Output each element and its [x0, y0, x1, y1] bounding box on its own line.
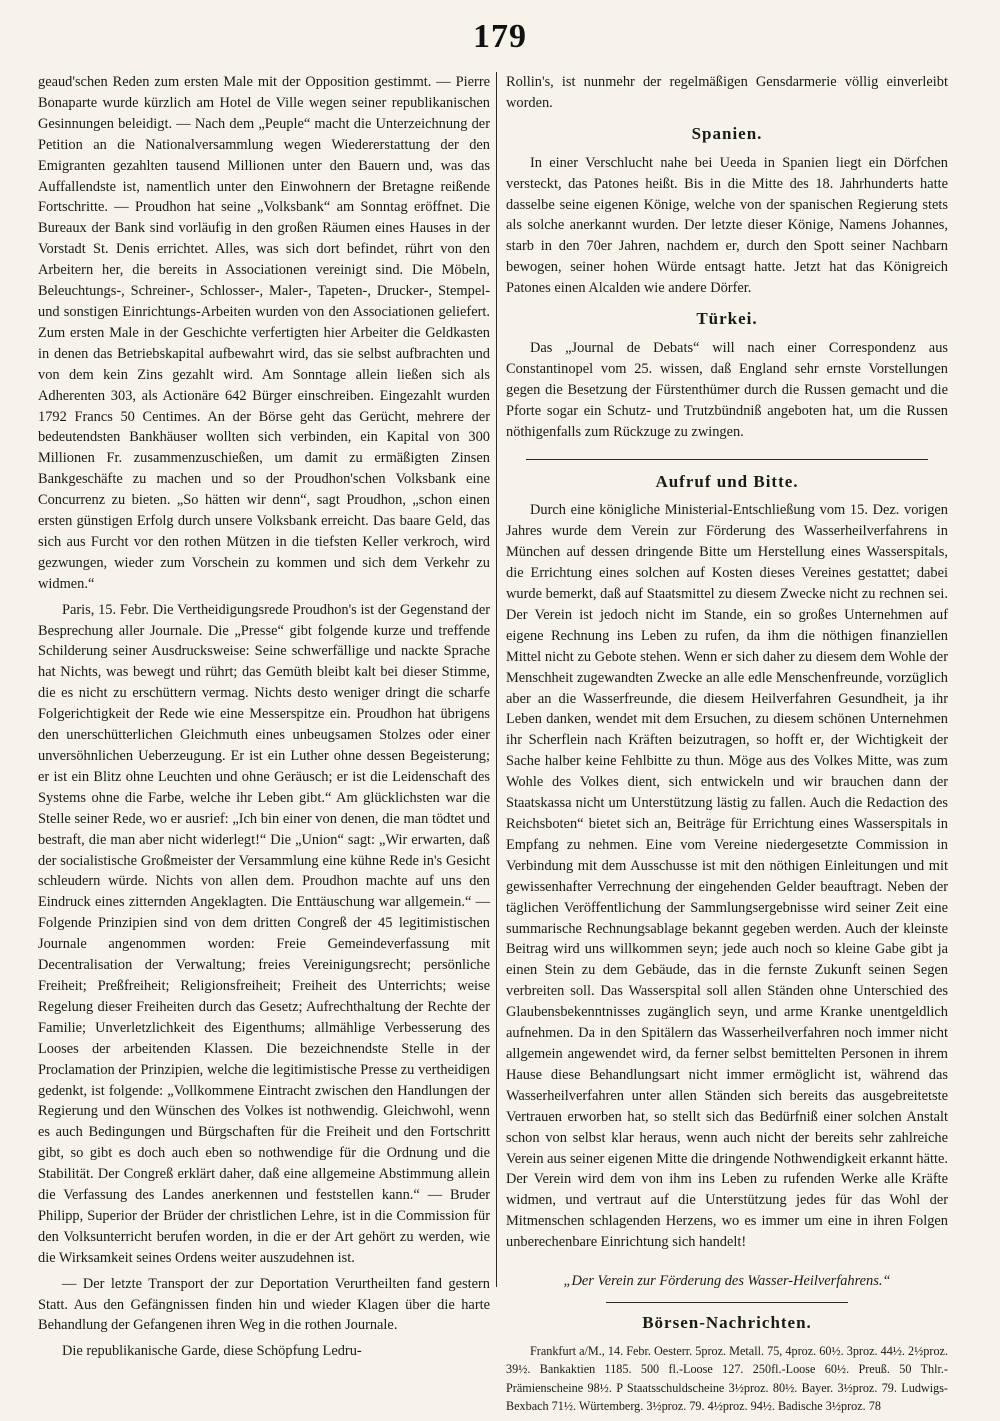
signature: „Der Verein zur Förderung des Wasser-Heilverfahrens.“: [563, 1273, 891, 1290]
column-divider: [496, 72, 497, 1287]
article-paragraph: Rollin's, ist nunmehr der regelmäßigen Gensdarmerie völlig einverleibt worden.: [506, 74, 948, 111]
left-column: [38, 72, 490, 1367]
article-paragraph: Das „Journal de Debats“ will nach einer Correspondenz aus Constantinopel vom 25. wissen, daß England sehr ernste Vorstellungen gegen die Besetzung der Fürstenthümer durch die Russen gemacht und die Pforte sogar ein Schutz- und Trutzbündniß angeboten hat, um die Russen nöthigenfalls zum Rückzuge zu zwingen.: [506, 339, 948, 440]
page-number: 179: [473, 18, 527, 55]
right-column: [506, 72, 948, 1421]
section-heading-boersen: Börsen-Nachrichten.: [642, 1312, 812, 1332]
section-heading-aufruf: Aufruf und Bitte.: [655, 471, 799, 491]
market-report: Frankfurt a/M., 14. Febr. Oesterr. 5proz. Metall. 75, 4proz. 60½. 3proz. 44½. 2½proz. 39½. Bankaktien 1185. 500 fl.-Loose 127. 250fl.-Loose 60½. Preuß. 50 Thlr.-Prämienscheine 98½. P Staatsschuldscheine 3½proz. 80½. Bayer. 3½proz. 79. Ludwigs-Bexbach 71½. Würtemberg. 3½proz. 79. 4½proz. 94½. Badische 3½proz. 78: [506, 1343, 948, 1414]
article-paragraph: In einer Verschlucht nahe bei Ueeda in Spanien liegt ein Dörfchen versteckt, das Patones heißt. Bis in die Mitte des 18. Jahrhunderts hatte dasselbe seine eigenen Könige, welche von der spanischen Regierung stets als solche anerkannt wurden. Der letzte dieser Könige, Namens Johannes, starb in den 70er Jahren, nachdem er, durch den Spott seiner Nachbarn bewogen, seiner hohen Würde entsagt hatte. Jetzt hat das Königreich Patones einen Alcalden wie andere Dörfer.: [506, 154, 948, 297]
article-paragraph: — Der letzte Transport der zur Deportation Verurtheilten fand gestern Statt. Aus den Gefängnissen finden hin und wieder Klagen über die harte Behandlung der Gefangenen ihren Weg in die rothen Journale.: [38, 1275, 490, 1334]
section-heading-tuerkei: Türkei.: [696, 309, 758, 329]
article-paragraph: Durch eine königliche Ministerial-Entschließung vom 15. Dez. vorigen Jahres wurde dem Verein zur Förderung des Wasserheilverfahrens in München auf dessen dringende Bitte um Herstellung eines Wasserspitals, die Errichtung eines solchen auf Kosten dieses Vereines gestattet; dabei wurde bemerkt, daß auf Staatsmittel zu diesem Zwecke nicht zu rechnen sei. Der Verein ist jedoch nicht im Stande, ein so großes Unternehmen auf eigene Rechnung ins Leben zu rufen, da ihm die nöthigen finanziellen Mittel nicht zu Gebote stehen. Wenn er sich daher zu diesem dem Wohle der Menschheit zugewandten Zwecke an alle edle Menschenfreunde, vorzüglich aber an die Wasserfreunde, die diesem Heilverfahren Gesundheit, ja ihr Leben danken, wendet mit dem Ersuchen, zu diesem schönen Unternehmen ihr Scherflein nach Kräften beizutragen, so hofft er, der Wichtigkeit der Sache halber keine Fehlbitte zu thun. Möge aus des Volkes Mitte, was zum Wohle des Volkes dient, sich entwickeln und wir brauchen dann der Staatskassa nicht um Unterstützung lästig zu fallen. Auch die Redaction des Reichsboten“ bietet sich an, Beiträge für Errichtung eines Wasserspitals in Empfang zu nehmen. Eine vom Vereine niedergesetzte Commission in Verbindung mit dem Ausschusse ist mit den nöthigen Einleitungen und mit gewissenhafter Verrechnung der eingehenden Gelder beauftragt. Neben der täglichen Veröffentlichung der Sammlungsergebnisse wird seiner Zeit eine summarische Rechnungsablage bekannt gegeben werden. Auch der kleinste Beitrag wird uns willkommen seyn; jede auch noch so kleine Gabe gibt ja einen Stein zu dem Gebäude, das in die fernste Zukunft seinen Segen verbreiten soll. Das Wasserspital soll allen Ständen ohne Unterschied des Glaubensbekenntnisses zugänglich seyn, und arme Kranke unentgeldlich aufnehmen. Da in den Spitälern das Wasserheilverfahren noch immer nicht allgemein angewendet wird, da ferner selbst bemittelten Personen in ihrem Hause diese Behandlungsart nicht immer ermöglicht ist, während das Wasserheilverfahren unter allen Ständen sich bereits das ausgebreitetste Vertrauen erworben hat, so stellt sich das Bedürfniß einer solchen Anstalt schon von selbst klar heraus, wenn auch nicht der bereits sehr zahlreiche Verein aus seiner eigenen Mitte die dringende Nothwendigkeit erkannt hätte. Der Verein wird dem von ihm ins Leben zu rufenden Werke alle Kräfte widmen, und vertraut auf die Unterstützung jedes für das Wohl der Mitmenschen schlagenden Herzens, wo es immer um eine in ihren Folgen unberechenbare Einrichtung sich handelt!: [506, 502, 948, 1251]
section-heading-spanien: Spanien.: [691, 123, 763, 143]
section-rule: [606, 1302, 848, 1303]
article-paragraph: geaud'schen Reden zum ersten Male mit der Opposition gestimmt. — Pierre Bonaparte wurde kürzlich am Hotel de Ville wegen seiner republikanischen Gesinnungen beleidigt. — Nach dem „Peuple“ macht die Unterzeichnung der Petition an die Nationalversammlung wegen Wiedererstattung der den Emigranten gezahlten tausend Millionen unter den Bauern und, was das Auffallendste ist, namentlich unter den Einwohnern der Bretagne reißende Fortschritte. — Proudhon hat seine „Volksbank“ am Sonntag eröffnet. Die Bureaux der Bank sind vorläufig in den großen Räumen eines Hauses in der Vorstadt St. Denis errichtet. Alles, was sich dort befindet, rührt von den Arbeitern her, die bereits in Associationen vereinigt sind. Die Möbeln, Beleuchtungs-, Schreiner-, Schlosser-, Maler-, Tapeten-, Drucker-, Stempel- und sonstigen Einrichtungs-Arbeiten wurden von den Associationen geliefert. Zum ersten Male in der Geschichte verfertigten hier Arbeiter die Geldkasten in denen das Betriebskapital aufbewahrt wird, das sie selbst aufbrachten und von dem kein Zins gezahlt wird. Am Sonntage allein ließen sich als Adherenten 303, als Actionäre 642 Bürger einschreiben. Eingezahlt wurden 1792 Francs 50 Centimes. An der Börse geht das Gerücht, mehrere der bedeutendsten Bankhäuser wollten sich verbinden, ein Kapital von 300 Millionen Fr. zusammenzuschießen, um damit zu ermäßigten Zinsen Bankgeschäfte zu machen und so der Proudhon'schen Volksbank eine Concurrenz zu bieten. „So hätten wir denn“, sagt Proudhon, „schon einen ersten günstigen Erfolg durch unsere Volksbank erreicht. Das baare Geld, das sich aus Furcht vor den rothen Mützen in die tiefsten Keller verkroch, wird gezwungen, wieder zum Vorschein zu kommen und sich dem Verkehr zu widmen.“: [38, 74, 490, 592]
article-paragraph: Paris, 15. Febr. Die Vertheidigungsrede Proudhon's ist der Gegenstand der Besprechung aller Journale. Die „Presse“ gibt folgende kurze und treffende Schilderung seiner Ausdrucksweise: Seine schwerfällige und nackte Sprache hat Nichts, was bewegt und rührt; das Gemüth bleibt kalt bei dieser Stimme, die es nicht zu erschüttern vermag. Nichts desto weniger dringt die scharfe Folgerichtigkeit der Rede wie eine Messerspitze ein. Proudhon hat übrigens den unerschütterlichen Gleichmuth eines unbeugsamen Stolzes oder einer unversöhnlichen Ueberzeugung. Er ist ein Luther ohne dessen Begeisterung; er ist ein Blitz ohne Leuchten und ohne Geräusch; er ist die Leidenschaft des Systems ohne die Farbe, welche ihr Leben gibt.“ Am glücklichsten war die Stelle seiner Rede, wo er ausrief: „Ich bin einer von denen, die man tödtet und bestraft, die man aber nicht widerlegt!“ Die „Union“ sagt: „Wir erwarten, daß der socialistische Großmeister der Versammlung eine kühne Rede in's Gesicht schleudern würde. Nichts von allen dem. Proudhon machte auf uns den Eindruck eines zitternden Angeklagten. Die Enttäuschung war allgemein.“ — Folgende Prinzipien sind von dem dritten Congreß der 45 legitimistischen Journale angenommen worden: Freie Gemeindeverfassung mit Decentralisation der Verwaltung; freies Vereinigungsrecht; persönliche Freiheit; Preßfreiheit; Religionsfreiheit; Freiheit des Unterrichts; weise Regelung dieser Freiheiten durch das Gesetz; Aufrechthaltung der Rechte der Familie; Unverletzlichkeit des Eigenthums; allmählige Verbesserung des Looses der arbeitenden Klassen. Die bezeichnendste Stelle in der Proclamation der Prinzipien, welche die legitimistische Presse zu vertheidigen gedenkt, ist folgende: „Vollkommene Eintracht zwischen den Handlungen der Regierung und den Wünschen des Volkes ist nothwendig. Gleichwohl, wenn es auch Bedingungen und Bürgschaften für die Freiheit und den Fortschritt gibt, so gibt es doch auch eben so nothwendige für die Ordnung und die Stabilität. Der Congreß erklärt daher, daß eine allgemeine Abstimmung allein die Verfassung des Landes anerkennen und feststellen kann.“ — Bruder Philipp, Superior der Brüder der christlichen Lehre, ist in die Commission für den Volksunterricht berufen worden, in die er der Art gehört zu werden, wie die Wirksamkeit seines Ordens weiter auszudehnen ist.: [38, 601, 490, 1266]
article-paragraph: Die republikanische Garde, diese Schöpfung Ledru-: [62, 1343, 362, 1360]
section-rule: [526, 459, 928, 460]
